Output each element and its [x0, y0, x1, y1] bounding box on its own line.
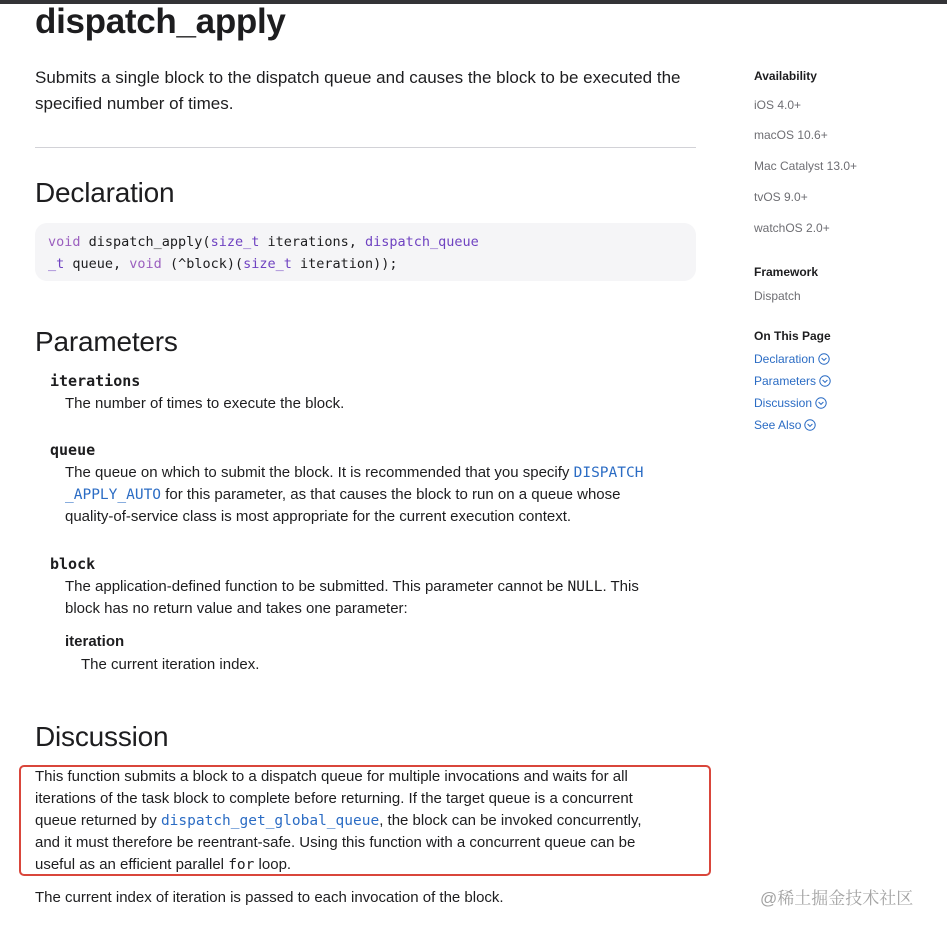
chevron-down-circle-icon — [804, 419, 816, 431]
availability-macos: macOS 10.6+ — [754, 128, 828, 142]
subparam-iteration-desc: The current iteration index. — [81, 656, 260, 673]
toc-label: Parameters — [754, 374, 817, 388]
block-desc-after: . This — [602, 578, 639, 595]
code-token: (^block)( — [161, 256, 244, 272]
discussion-line: , the block can be invoked concurrently, — [379, 812, 642, 829]
chevron-down-circle-icon — [819, 375, 831, 387]
toc-see-also-link[interactable] — [754, 418, 816, 432]
chevron-down-circle-icon — [818, 353, 830, 365]
framework-link[interactable]: Dispatch — [754, 289, 801, 303]
discussion-line: and it must therefore be reentrant-safe. Using this function with a concurrent queue can be — [35, 834, 636, 851]
toc-declaration-link[interactable] — [754, 352, 830, 366]
code-type-link[interactable]: size_t — [210, 234, 260, 250]
availability-tvos: tvOS 9.0+ — [754, 190, 808, 204]
param-queue-name: queue — [50, 441, 96, 459]
toc-label: Discussion — [754, 396, 813, 410]
queue-desc-line3: quality-of-service class is most appropriate for the current execution context. — [65, 508, 572, 525]
block-desc-text: The application-defined function to be submitted. This parameter cannot be — [65, 578, 568, 595]
code-keyword: void — [48, 234, 81, 250]
parameters-heading: Parameters — [35, 326, 178, 357]
watermark: @稀土掘金技术社区 — [760, 889, 914, 908]
param-iterations-name: iterations — [50, 372, 141, 390]
null-code: NULL — [567, 579, 603, 595]
toc-label: See Also — [754, 418, 802, 432]
code-line-2 — [48, 256, 398, 272]
chevron-down-circle-icon — [815, 397, 827, 409]
code-type-link[interactable]: size_t — [243, 256, 292, 272]
code-token: iterations, — [259, 234, 366, 250]
toc-discussion-link[interactable] — [754, 396, 827, 410]
framework-heading: Framework — [754, 265, 819, 279]
declaration-code-block — [35, 223, 696, 281]
availability-heading: Availability — [754, 69, 817, 83]
param-iterations-desc: The number of times to execute the block. — [65, 395, 345, 412]
code-type-link[interactable]: dispatch_queue — [365, 234, 479, 250]
code-type-link[interactable]: _t — [48, 256, 65, 272]
discussion-line: loop. — [254, 856, 292, 873]
code-token: dispatch_apply( — [80, 234, 211, 250]
highlight-annotation-box — [19, 765, 711, 876]
queue-desc-text: The queue on which to submit the block. It is recommended that you specify — [65, 464, 574, 481]
subparam-iteration-name: iteration — [65, 633, 125, 650]
code-keyword: void — [129, 256, 162, 272]
toc-parameters-link[interactable] — [754, 374, 831, 388]
dispatch-apply-auto-link-cont[interactable]: _APPLY_AUTO — [65, 487, 162, 503]
for-code: for — [228, 857, 255, 873]
abstract: Submits a single block to the dispatch queue and causes the block to be executed the specified number of times. — [35, 68, 681, 113]
discussion-heading: Discussion — [35, 721, 169, 752]
discussion-line: iterations of the task block to complete before returning. If the target queue is a concurrent — [35, 790, 633, 807]
code-token: queue, — [64, 256, 130, 272]
discussion-line: useful as an efficient parallel — [35, 856, 229, 873]
on-this-page-heading: On This Page — [754, 329, 831, 343]
queue-desc-after: for this parameter, as that causes the block to run on a queue whose — [161, 486, 621, 503]
page-title: dispatch_apply — [35, 2, 286, 41]
discussion-line: This function submits a block to a dispatch queue for multiple invocations and waits for all — [35, 768, 628, 785]
discussion-paragraph-2: The current index of iteration is passed to each invocation of the block. — [35, 889, 504, 906]
availability-mac-catalyst: Mac Catalyst 13.0+ — [754, 159, 858, 173]
param-block-desc — [65, 576, 705, 620]
param-queue-desc — [65, 462, 705, 528]
declaration-code — [48, 231, 479, 275]
param-block-name: block — [50, 555, 96, 573]
availability-watchos: watchOS 2.0+ — [754, 221, 830, 235]
divider — [35, 147, 696, 148]
declaration-heading: Declaration — [35, 177, 175, 208]
block-desc-line2: block has no return value and takes one parameter: — [65, 600, 408, 617]
code-token: iteration)); — [291, 256, 398, 272]
dispatch-get-global-queue-link[interactable]: dispatch_get_global_queue — [160, 813, 380, 829]
dispatch-apply-auto-link[interactable]: DISPATCH — [573, 465, 644, 481]
code-line-1 — [48, 234, 479, 250]
toc-label: Declaration — [754, 352, 815, 366]
availability-ios: iOS 4.0+ — [754, 98, 802, 112]
discussion-line: queue returned by — [35, 812, 161, 829]
